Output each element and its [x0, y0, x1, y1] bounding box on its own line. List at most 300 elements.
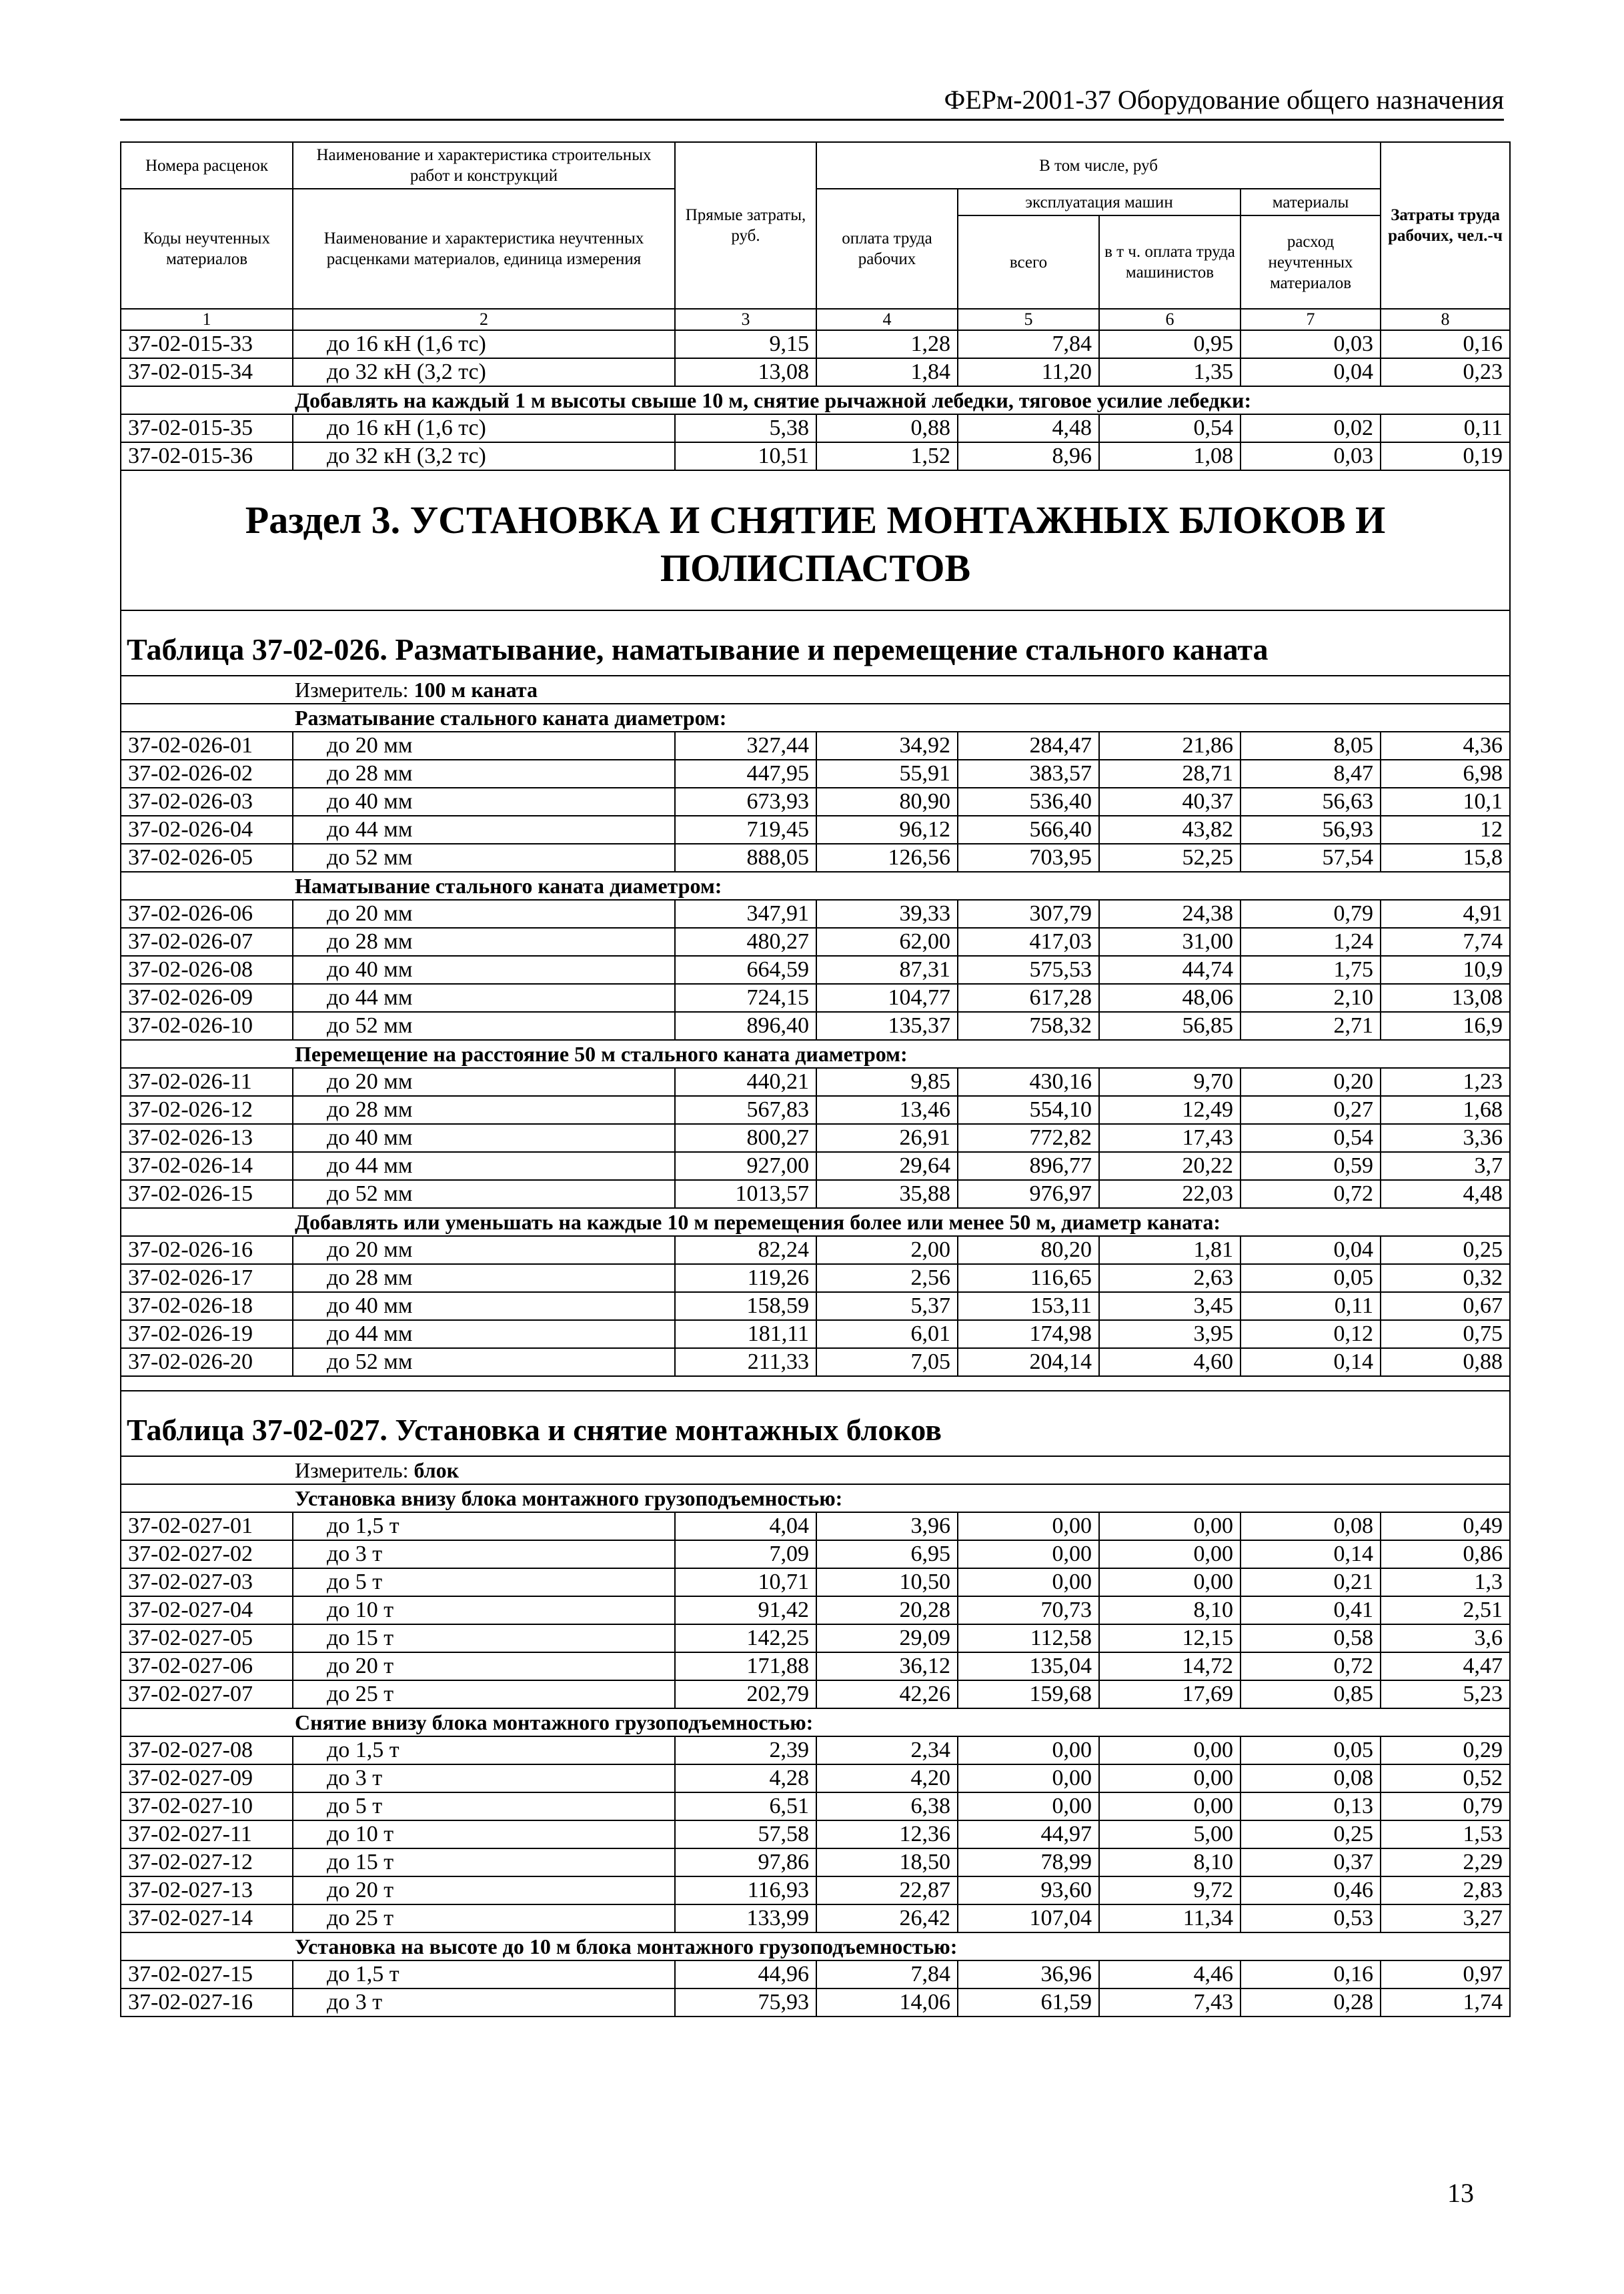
cell-labor-hours: 0,88: [1381, 1348, 1510, 1376]
cell-machinist-pay: 1,35: [1099, 358, 1241, 386]
table-row: [121, 956, 1510, 984]
cell-machines-total: 8,96: [958, 442, 1099, 470]
cell-rate-code: 37-02-027-10: [121, 1792, 293, 1820]
cell-machines-total: 772,82: [958, 1124, 1099, 1152]
cell-machinist-pay: 56,85: [1099, 1012, 1241, 1040]
section-title: Раздел 3. УСТАНОВКА И СНЯТИЕ МОНТАЖНЫХ БЛОКОВ И ПОЛИСПАСТОВ: [121, 470, 1510, 610]
cell-machinist-pay: 4,46: [1099, 1960, 1241, 1988]
table-row: [121, 928, 1510, 956]
cell-work-name: до 25 т: [293, 1904, 675, 1932]
cell-material-usage: 0,72: [1241, 1180, 1381, 1208]
cell-labor-hours: 5,23: [1381, 1680, 1510, 1708]
cell-machines-total: 0,00: [958, 1568, 1099, 1596]
cell-machines-total: 0,00: [958, 1736, 1099, 1764]
table-row: [121, 816, 1510, 844]
cell-machines-total: 307,79: [958, 900, 1099, 928]
cell-work-name: до 32 кН (3,2 тс): [293, 442, 675, 470]
table-title-row: [121, 1391, 1510, 1456]
cell-rate-code: 37-02-027-07: [121, 1680, 293, 1708]
cell-machinist-pay: 21,86: [1099, 732, 1241, 760]
cell-direct-costs: 57,58: [675, 1820, 816, 1848]
cell-work-name: до 1,5 т: [293, 1512, 675, 1540]
cell-direct-costs: 211,33: [675, 1348, 816, 1376]
cell-labor-hours: 0,11: [1381, 414, 1510, 442]
table-header: [121, 142, 1510, 330]
cell-labor-hours: 0,97: [1381, 1960, 1510, 1988]
cell-material-usage: 0,41: [1241, 1596, 1381, 1624]
cell-worker-pay: 1,84: [816, 358, 958, 386]
col-worker-pay-header: оплата труда рабочих: [816, 189, 958, 309]
cell-machinist-pay: 8,10: [1099, 1848, 1241, 1876]
cell-worker-pay: 22,87: [816, 1876, 958, 1904]
cell-worker-pay: 7,05: [816, 1348, 958, 1376]
cell-rate-code: 37-02-026-09: [121, 984, 293, 1012]
cell-machines-total: 70,73: [958, 1596, 1099, 1624]
cell-direct-costs: 4,28: [675, 1764, 816, 1792]
subheading: Перемещение на расстояние 50 м стального каната диаметром:: [121, 1040, 1510, 1068]
cell-machines-total: 80,20: [958, 1236, 1099, 1264]
cell-worker-pay: 10,50: [816, 1568, 958, 1596]
table-row: [121, 1652, 1510, 1680]
cell-work-name: до 52 мм: [293, 1180, 675, 1208]
cell-worker-pay: 80,90: [816, 788, 958, 816]
cell-material-usage: 0,14: [1241, 1348, 1381, 1376]
cell-work-name: до 40 мм: [293, 956, 675, 984]
cell-material-usage: 0,37: [1241, 1848, 1381, 1876]
cell-labor-hours: 0,29: [1381, 1736, 1510, 1764]
cell-rate-code: 37-02-026-08: [121, 956, 293, 984]
cell-material-usage: 2,10: [1241, 984, 1381, 1012]
measure-label: Измеритель:: [295, 1458, 409, 1482]
cell-machinist-pay: 12,15: [1099, 1624, 1241, 1652]
cell-rate-code: 37-02-027-13: [121, 1876, 293, 1904]
cell-direct-costs: 888,05: [675, 844, 816, 872]
cell-machines-total: 174,98: [958, 1320, 1099, 1348]
cell-work-name: до 40 мм: [293, 788, 675, 816]
cell-rate-code: 37-02-026-14: [121, 1152, 293, 1180]
cell-machines-total: 0,00: [958, 1540, 1099, 1568]
cell-work-name: до 1,5 т: [293, 1960, 675, 1988]
cell-material-usage: 0,46: [1241, 1876, 1381, 1904]
cell-labor-hours: 15,8: [1381, 844, 1510, 872]
cell-rate-code: 37-02-026-11: [121, 1068, 293, 1096]
cell-machinist-pay: 0,00: [1099, 1764, 1241, 1792]
cell-machines-total: 159,68: [958, 1680, 1099, 1708]
table-row: [121, 1764, 1510, 1792]
cell-material-usage: 2,71: [1241, 1012, 1381, 1040]
cell-machinist-pay: 4,60: [1099, 1348, 1241, 1376]
cell-rate-code: 37-02-027-09: [121, 1764, 293, 1792]
cell-machines-total: 153,11: [958, 1292, 1099, 1320]
cell-machinist-pay: 0,00: [1099, 1512, 1241, 1540]
col-materials-header: материалы: [1241, 189, 1381, 215]
col-machines-total-header: всего: [958, 215, 1099, 309]
cell-labor-hours: 0,19: [1381, 442, 1510, 470]
table-row: [121, 1068, 1510, 1096]
cell-machinist-pay: 0,00: [1099, 1568, 1241, 1596]
cell-machinist-pay: 44,74: [1099, 956, 1241, 984]
cell-material-usage: 0,05: [1241, 1736, 1381, 1764]
cell-direct-costs: 9,15: [675, 330, 816, 358]
cell-work-name: до 10 т: [293, 1596, 675, 1624]
cell-worker-pay: 2,56: [816, 1264, 958, 1292]
cell-work-name: до 20 т: [293, 1652, 675, 1680]
cell-worker-pay: 36,12: [816, 1652, 958, 1680]
cell-machines-total: 11,20: [958, 358, 1099, 386]
spacer-row: [121, 1376, 1510, 1391]
cell-direct-costs: 75,93: [675, 1988, 816, 2017]
cell-material-usage: 1,24: [1241, 928, 1381, 956]
cell-work-name: до 3 т: [293, 1764, 675, 1792]
cell-rate-code: 37-02-027-02: [121, 1540, 293, 1568]
cell-direct-costs: 44,96: [675, 1960, 816, 1988]
subheading-row: [121, 1708, 1510, 1736]
col-machines-header: эксплуатация машин: [958, 189, 1241, 215]
table-row: [121, 1680, 1510, 1708]
cell-direct-costs: 13,08: [675, 358, 816, 386]
cell-material-usage: 0,27: [1241, 1096, 1381, 1124]
measure-unit: [121, 1456, 1510, 1484]
cell-work-name: до 10 т: [293, 1820, 675, 1848]
cell-rate-code: 37-02-026-12: [121, 1096, 293, 1124]
cell-machines-total: 0,00: [958, 1512, 1099, 1540]
cell-work-name: до 3 т: [293, 1540, 675, 1568]
cell-work-name: до 16 кН (1,6 тс): [293, 330, 675, 358]
cell-work-name: до 20 мм: [293, 732, 675, 760]
cell-rate-code: 37-02-027-11: [121, 1820, 293, 1848]
cell-machinist-pay: 48,06: [1099, 984, 1241, 1012]
cell-direct-costs: 673,93: [675, 788, 816, 816]
table-row: [121, 1540, 1510, 1568]
cell-labor-hours: 4,48: [1381, 1180, 1510, 1208]
cell-machines-total: 116,65: [958, 1264, 1099, 1292]
cell-direct-costs: 447,95: [675, 760, 816, 788]
cell-material-usage: 0,59: [1241, 1152, 1381, 1180]
cell-direct-costs: 158,59: [675, 1292, 816, 1320]
cell-rate-code: 37-02-027-05: [121, 1624, 293, 1652]
subheading: Добавлять на каждый 1 м высоты свыше 10 м, снятие рычажной лебедки, тяговое усилие лебедки:: [121, 386, 1510, 414]
cell-work-name: до 28 мм: [293, 928, 675, 956]
cell-work-name: до 32 кН (3,2 тс): [293, 358, 675, 386]
table-title: Таблица 37-02-027. Установка и снятие монтажных блоков: [121, 1391, 1510, 1456]
cell-rate-code: 37-02-015-35: [121, 414, 293, 442]
col-number: 7: [1241, 309, 1381, 330]
cell-machinist-pay: 0,00: [1099, 1792, 1241, 1820]
cell-machines-total: 0,00: [958, 1792, 1099, 1820]
cell-rate-code: 37-02-026-17: [121, 1264, 293, 1292]
cell-worker-pay: 9,85: [816, 1068, 958, 1096]
cell-direct-costs: 97,86: [675, 1848, 816, 1876]
cell-labor-hours: 0,67: [1381, 1292, 1510, 1320]
cell-material-usage: 0,16: [1241, 1960, 1381, 1988]
cell-labor-hours: 0,75: [1381, 1320, 1510, 1348]
cell-work-name: до 44 мм: [293, 984, 675, 1012]
cell-rate-code: 37-02-026-07: [121, 928, 293, 956]
cell-direct-costs: 4,04: [675, 1512, 816, 1540]
cell-machinist-pay: 2,63: [1099, 1264, 1241, 1292]
col-group-header: В том числе, руб: [816, 142, 1381, 189]
cell-work-name: до 44 мм: [293, 1320, 675, 1348]
cell-rate-code: 37-02-015-33: [121, 330, 293, 358]
cell-work-name: до 20 мм: [293, 1068, 675, 1096]
cell-machines-total: 61,59: [958, 1988, 1099, 2017]
cell-work-name: до 28 мм: [293, 1264, 675, 1292]
cell-labor-hours: 2,51: [1381, 1596, 1510, 1624]
cell-labor-hours: 1,53: [1381, 1820, 1510, 1848]
cell-work-name: до 20 мм: [293, 1236, 675, 1264]
measure-value: 100 м каната: [414, 678, 538, 702]
table-row: [121, 1960, 1510, 1988]
cell-machines-total: 430,16: [958, 1068, 1099, 1096]
cell-direct-costs: 91,42: [675, 1596, 816, 1624]
measure-row: [121, 676, 1510, 704]
cell-material-usage: 0,21: [1241, 1568, 1381, 1596]
cell-machinist-pay: 1,08: [1099, 442, 1241, 470]
cell-labor-hours: 13,08: [1381, 984, 1510, 1012]
cell-direct-costs: 5,38: [675, 414, 816, 442]
cell-machines-total: 896,77: [958, 1152, 1099, 1180]
cell-direct-costs: 7,09: [675, 1540, 816, 1568]
cell-labor-hours: 3,6: [1381, 1624, 1510, 1652]
cell-work-name: до 52 мм: [293, 844, 675, 872]
cell-worker-pay: 2,00: [816, 1236, 958, 1264]
cell-labor-hours: 1,74: [1381, 1988, 1510, 2017]
cell-machines-total: 554,10: [958, 1096, 1099, 1124]
cell-material-usage: 0,54: [1241, 1124, 1381, 1152]
cell-material-usage: 0,03: [1241, 442, 1381, 470]
cell-machines-total: 566,40: [958, 816, 1099, 844]
subheading-row: [121, 1040, 1510, 1068]
cell-work-name: до 28 мм: [293, 1096, 675, 1124]
cell-rate-code: 37-02-026-13: [121, 1124, 293, 1152]
col-rate-numbers-header: Номера расценок: [121, 142, 293, 189]
table-row: [121, 1236, 1510, 1264]
cell-work-name: до 5 т: [293, 1568, 675, 1596]
cell-labor-hours: 0,52: [1381, 1764, 1510, 1792]
cell-machinist-pay: 28,71: [1099, 760, 1241, 788]
cell-direct-costs: 116,93: [675, 1876, 816, 1904]
cell-machinist-pay: 31,00: [1099, 928, 1241, 956]
page-header: ФЕРм-2001-37 Оборудование общего назначения: [120, 84, 1504, 121]
cell-material-usage: 1,75: [1241, 956, 1381, 984]
cell-worker-pay: 104,77: [816, 984, 958, 1012]
table-row: [121, 1124, 1510, 1152]
cell-work-name: до 25 т: [293, 1680, 675, 1708]
cell-material-usage: 0,20: [1241, 1068, 1381, 1096]
cell-machinist-pay: 24,38: [1099, 900, 1241, 928]
table-row: [121, 1904, 1510, 1932]
col-number: 6: [1099, 309, 1241, 330]
section-row: [121, 470, 1510, 610]
cell-machinist-pay: 43,82: [1099, 816, 1241, 844]
cell-machines-total: 93,60: [958, 1876, 1099, 1904]
table-row: [121, 760, 1510, 788]
table-row: [121, 788, 1510, 816]
cell-machinist-pay: 0,54: [1099, 414, 1241, 442]
table-row: [121, 1264, 1510, 1292]
cell-work-name: до 3 т: [293, 1988, 675, 2017]
cell-material-usage: 0,72: [1241, 1652, 1381, 1680]
subheading: Установка внизу блока монтажного грузоподъемностью:: [121, 1484, 1510, 1512]
table-row: [121, 1348, 1510, 1376]
cell-labor-hours: 0,32: [1381, 1264, 1510, 1292]
cell-worker-pay: 135,37: [816, 1012, 958, 1040]
cell-work-name: до 52 мм: [293, 1012, 675, 1040]
cell-material-usage: 0,13: [1241, 1792, 1381, 1820]
cell-material-usage: 0,05: [1241, 1264, 1381, 1292]
cell-work-name: до 15 т: [293, 1848, 675, 1876]
table-row: [121, 1596, 1510, 1624]
cell-direct-costs: 133,99: [675, 1904, 816, 1932]
cell-machinist-pay: 52,25: [1099, 844, 1241, 872]
subheading-row: [121, 1208, 1510, 1236]
cell-worker-pay: 87,31: [816, 956, 958, 984]
cell-material-usage: 0,04: [1241, 358, 1381, 386]
cell-worker-pay: 29,09: [816, 1624, 958, 1652]
cell-worker-pay: 2,34: [816, 1736, 958, 1764]
cell-material-usage: 56,63: [1241, 788, 1381, 816]
cell-worker-pay: 5,37: [816, 1292, 958, 1320]
cell-machines-total: 758,32: [958, 1012, 1099, 1040]
table-title: Таблица 37-02-026. Разматывание, наматывание и перемещение стального каната: [121, 610, 1510, 676]
cell-labor-hours: 1,23: [1381, 1068, 1510, 1096]
cell-worker-pay: 6,95: [816, 1540, 958, 1568]
cell-labor-hours: 4,36: [1381, 732, 1510, 760]
cell-machinist-pay: 0,95: [1099, 330, 1241, 358]
cell-material-usage: 0,04: [1241, 1236, 1381, 1264]
cell-material-usage: 56,93: [1241, 816, 1381, 844]
cell-machines-total: 107,04: [958, 1904, 1099, 1932]
table-row: [121, 330, 1510, 358]
col-work-name-header: Наименование и характеристика строительных работ и конструкций: [293, 142, 675, 189]
subheading-row: [121, 704, 1510, 732]
col-number: 8: [1381, 309, 1510, 330]
cell-rate-code: 37-02-027-01: [121, 1512, 293, 1540]
col-material-usage-header: расход неучтенных материалов: [1241, 215, 1381, 309]
cell-rate-code: 37-02-015-34: [121, 358, 293, 386]
cell-direct-costs: 142,25: [675, 1624, 816, 1652]
cell-worker-pay: 34,92: [816, 732, 958, 760]
cell-worker-pay: 126,56: [816, 844, 958, 872]
cell-rate-code: 37-02-026-16: [121, 1236, 293, 1264]
cell-machines-total: 204,14: [958, 1348, 1099, 1376]
cell-labor-hours: 0,25: [1381, 1236, 1510, 1264]
cell-labor-hours: 0,79: [1381, 1792, 1510, 1820]
cell-machinist-pay: 0,00: [1099, 1540, 1241, 1568]
cell-labor-hours: 3,7: [1381, 1152, 1510, 1180]
cell-material-usage: 0,28: [1241, 1988, 1381, 2017]
cell-rate-code: 37-02-027-16: [121, 1988, 293, 2017]
cell-worker-pay: 12,36: [816, 1820, 958, 1848]
cell-direct-costs: 480,27: [675, 928, 816, 956]
table-row: [121, 442, 1510, 470]
cell-direct-costs: 202,79: [675, 1680, 816, 1708]
cell-rate-code: 37-02-026-06: [121, 900, 293, 928]
subheading-row: [121, 872, 1510, 900]
cell-worker-pay: 7,84: [816, 1960, 958, 1988]
cell-work-name: до 5 т: [293, 1792, 675, 1820]
cell-machines-total: 36,96: [958, 1960, 1099, 1988]
cell-direct-costs: 82,24: [675, 1236, 816, 1264]
cell-rate-code: 37-02-026-15: [121, 1180, 293, 1208]
cell-machines-total: 78,99: [958, 1848, 1099, 1876]
cell-labor-hours: 0,49: [1381, 1512, 1510, 1540]
table-row: [121, 1292, 1510, 1320]
cell-worker-pay: 26,91: [816, 1124, 958, 1152]
cell-direct-costs: 10,51: [675, 442, 816, 470]
cell-worker-pay: 26,42: [816, 1904, 958, 1932]
cell-work-name: до 40 мм: [293, 1124, 675, 1152]
cell-direct-costs: 171,88: [675, 1652, 816, 1680]
cell-material-usage: 0,08: [1241, 1764, 1381, 1792]
cell-machines-total: 536,40: [958, 788, 1099, 816]
table-row: [121, 1820, 1510, 1848]
cell-rate-code: 37-02-015-36: [121, 442, 293, 470]
cell-direct-costs: 719,45: [675, 816, 816, 844]
subheading-row: [121, 386, 1510, 414]
cell-direct-costs: 800,27: [675, 1124, 816, 1152]
cell-direct-costs: 664,59: [675, 956, 816, 984]
cell-machinist-pay: 12,49: [1099, 1096, 1241, 1124]
cell-labor-hours: 1,3: [1381, 1568, 1510, 1596]
cell-labor-hours: 7,74: [1381, 928, 1510, 956]
cell-worker-pay: 14,06: [816, 1988, 958, 2017]
table-row: [121, 1988, 1510, 2017]
subheading: Установка на высоте до 10 м блока монтажного грузоподъемностью:: [121, 1932, 1510, 1960]
cell-direct-costs: 327,44: [675, 732, 816, 760]
cell-material-usage: 0,53: [1241, 1904, 1381, 1932]
cell-worker-pay: 29,64: [816, 1152, 958, 1180]
spacer-cell: [121, 1376, 1510, 1391]
measure-unit: [121, 676, 1510, 704]
col-material-name-header: Наименование и характеристика неучтенных расценками материалов, единица измерения: [293, 189, 675, 309]
subheading-row: [121, 1932, 1510, 1960]
cell-labor-hours: 4,91: [1381, 900, 1510, 928]
cell-machinist-pay: 9,72: [1099, 1876, 1241, 1904]
table-row: [121, 1848, 1510, 1876]
cell-labor-hours: 3,27: [1381, 1904, 1510, 1932]
col-material-codes-header: Коды неучтенных материалов: [121, 189, 293, 309]
table-row: [121, 1320, 1510, 1348]
col-number: 3: [675, 309, 816, 330]
table-row: [121, 358, 1510, 386]
cell-worker-pay: 39,33: [816, 900, 958, 928]
col-number: 1: [121, 309, 293, 330]
cell-direct-costs: 440,21: [675, 1068, 816, 1096]
cell-material-usage: 57,54: [1241, 844, 1381, 872]
cell-direct-costs: 10,71: [675, 1568, 816, 1596]
cell-work-name: до 28 мм: [293, 760, 675, 788]
cell-rate-code: 37-02-027-06: [121, 1652, 293, 1680]
cell-machines-total: 617,28: [958, 984, 1099, 1012]
table-body: [121, 330, 1510, 2017]
cell-rate-code: 37-02-026-02: [121, 760, 293, 788]
cell-rate-code: 37-02-027-12: [121, 1848, 293, 1876]
cell-worker-pay: 18,50: [816, 1848, 958, 1876]
cell-machines-total: 112,58: [958, 1624, 1099, 1652]
cell-rate-code: 37-02-026-05: [121, 844, 293, 872]
cell-rate-code: 37-02-026-04: [121, 816, 293, 844]
cell-labor-hours: 0,23: [1381, 358, 1510, 386]
cell-labor-hours: 16,9: [1381, 1012, 1510, 1040]
table-row: [121, 1096, 1510, 1124]
table-row: [121, 1568, 1510, 1596]
table-row: [121, 1180, 1510, 1208]
cell-direct-costs: 6,51: [675, 1792, 816, 1820]
col-machinist-pay-header: в т ч. оплата труда машинистов: [1099, 215, 1241, 309]
table-row: [121, 1012, 1510, 1040]
cell-rate-code: 37-02-026-01: [121, 732, 293, 760]
